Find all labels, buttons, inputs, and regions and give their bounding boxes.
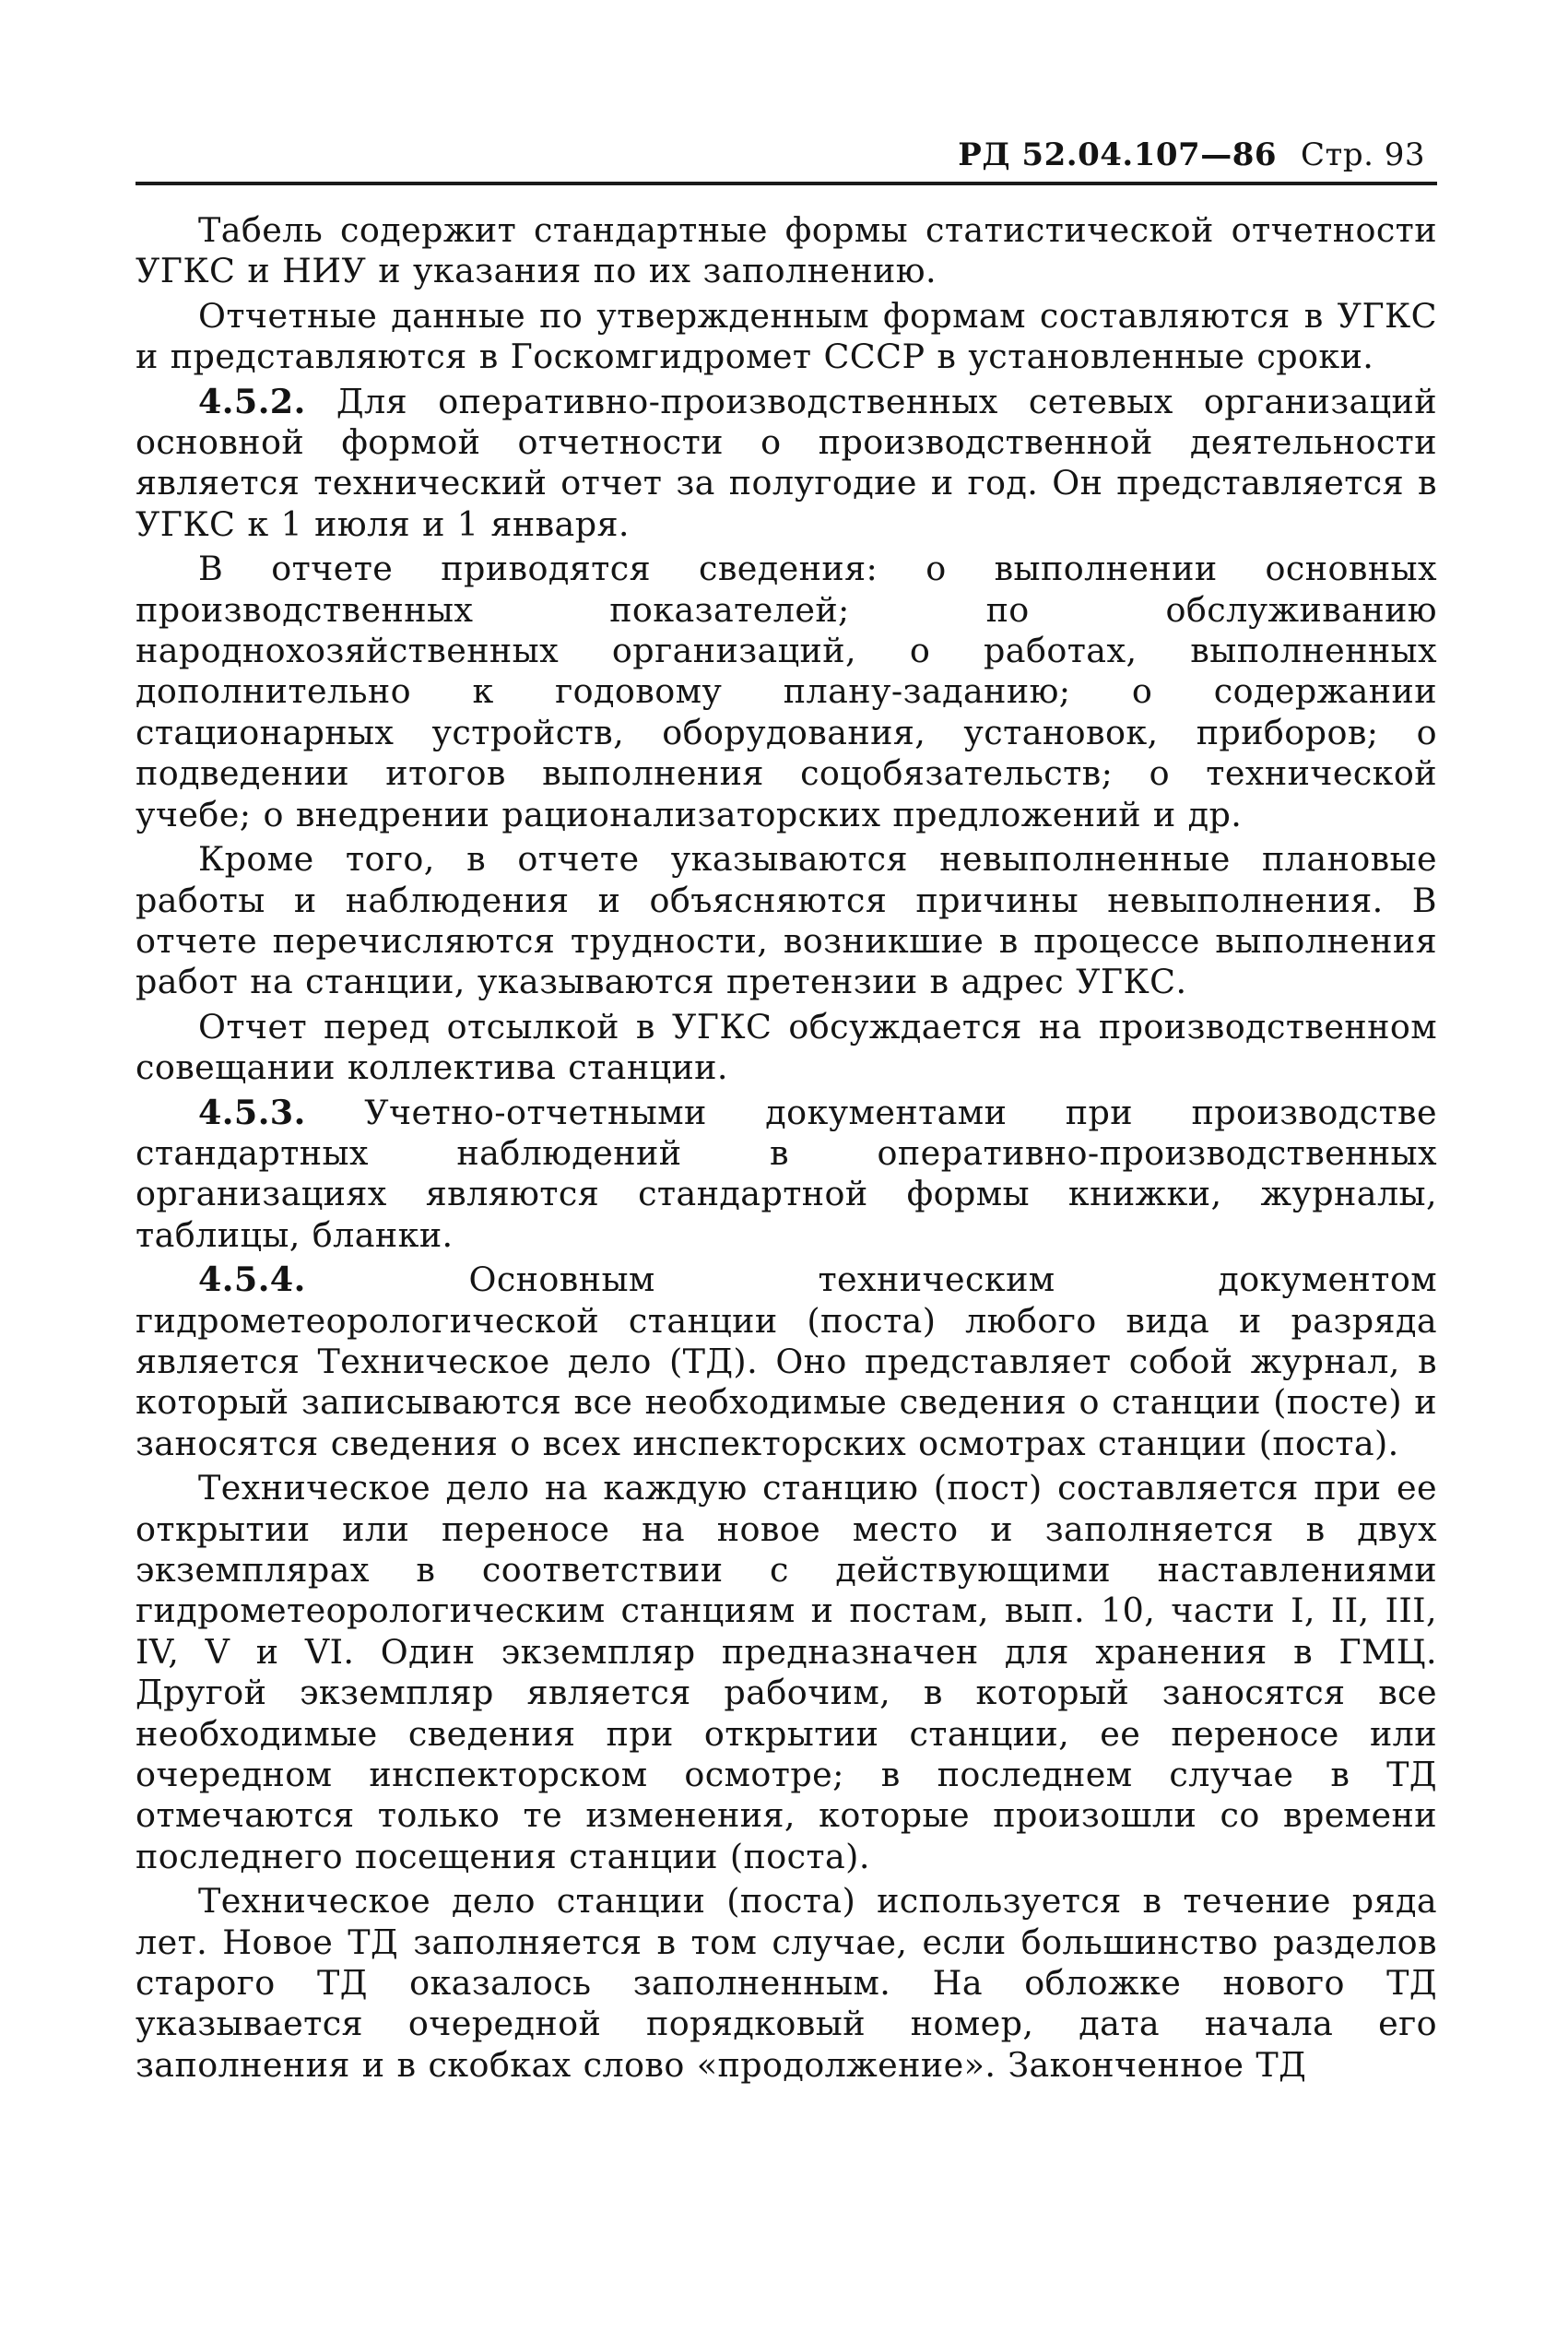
paragraph-text: Учетно-отчетными документами при производстве стандартных наблюдений в оперативно-производственных организациях являются стандартной формы книжки, журналы, таблицы, бланки. bbox=[136, 1092, 1437, 1255]
page-number: Стр. 93 bbox=[1301, 136, 1425, 173]
paragraph bbox=[136, 1260, 1437, 1464]
paragraph-text: Отчет перед отсылкой в УГКС обсуждается на производственном совещании коллектива станции. bbox=[136, 1006, 1437, 1088]
paragraph-text: В отчете приводятся сведения: о выполнении основных производственных показателей; по обслуживанию народнохозяйственных организаций, о работах, выполненных дополнительно к годовому плану-заданию; о содержании стационарных устройств, оборудования, установок, приборов; о подведении итогов выполнения соцобязательств; о технической учебе; о внедрении рационализаторских предложений и др. bbox=[136, 549, 1437, 834]
paragraph bbox=[136, 210, 1437, 292]
paragraph-text: Кроме того, в отчете указываются невыполненные плановые работы и наблюдения и объясняются причины невыполнения. В отчете перечисляются трудности, возникшие в процессе выполнения работ на станции, указываются претензии в адрес УГКС. bbox=[136, 839, 1437, 1002]
paragraph bbox=[136, 1093, 1437, 1257]
paragraph bbox=[136, 1468, 1437, 1877]
section-number: 4.5.2. bbox=[198, 381, 306, 421]
section-number: 4.5.3. bbox=[198, 1092, 306, 1132]
paragraph-text: Для оперативно-производственных сетевых организаций основной формой отчетности о производственной деятельности является технический отчет за полугодие и год. Он представляется в УГКС к 1 июля и 1 января. bbox=[136, 381, 1437, 544]
paragraph-text: Техническое дело станции (поста) используется в течение ряда лет. Новое ТД заполняется в том случае, если большинство разделов старого ТД оказалось заполненным. На обложке нового ТД указывается очередной порядковый номер, дата начала его заполнения и в скобках слово «продолжение». Законченное ТД bbox=[136, 1881, 1437, 2085]
paragraph-text: Основным техническим документом гидрометеорологической станции (поста) любого вида и разряда является Техническое дело (ТД). Оно представляет собой журнал, в который записываются все необходимые сведения о станции (посте) и заносятся сведения о всех инспекторских осмотрах станции (поста). bbox=[136, 1260, 1437, 1463]
paragraph-text: Табель содержит стандартные формы статистической отчетности УГКС и НИУ и указания по их заполнению. bbox=[136, 210, 1437, 291]
body-text bbox=[136, 210, 1437, 2089]
document-code: РД 52.04.107—86 bbox=[958, 136, 1278, 173]
paragraph bbox=[136, 1007, 1437, 1089]
paragraph bbox=[136, 549, 1437, 835]
paragraph bbox=[136, 1881, 1437, 2086]
section-number: 4.5.4. bbox=[198, 1260, 306, 1300]
paragraph-text: Техническое дело на каждую станцию (пост) составляется при ее открытии или переносе на новое место и заполняется в двух экземплярах в соответствии с действующими наставлениями гидрометеорологическим станциям и постам, вып. 10, части I, II, III, IV, V и VI. Один экземпляр предназначен для хранения в ГМЦ. Другой экземпляр является рабочим, в который заносятся все необходимые сведения при открытии станции, ее переносе или очередном инспекторском осмотре; в последнем случае в ТД отмечаются только те изменения, которые произошли со времени последнего посещения станции (поста). bbox=[136, 1468, 1437, 1876]
paragraph bbox=[136, 839, 1437, 1003]
paragraph bbox=[136, 382, 1437, 546]
header-rule bbox=[136, 182, 1437, 185]
paragraph bbox=[136, 296, 1437, 378]
running-header bbox=[958, 136, 1425, 173]
paragraph-text: Отчетные данные по утвержденным формам составляются в УГКС и представляются в Госкомгидромет СССР в установленные сроки. bbox=[136, 295, 1437, 377]
